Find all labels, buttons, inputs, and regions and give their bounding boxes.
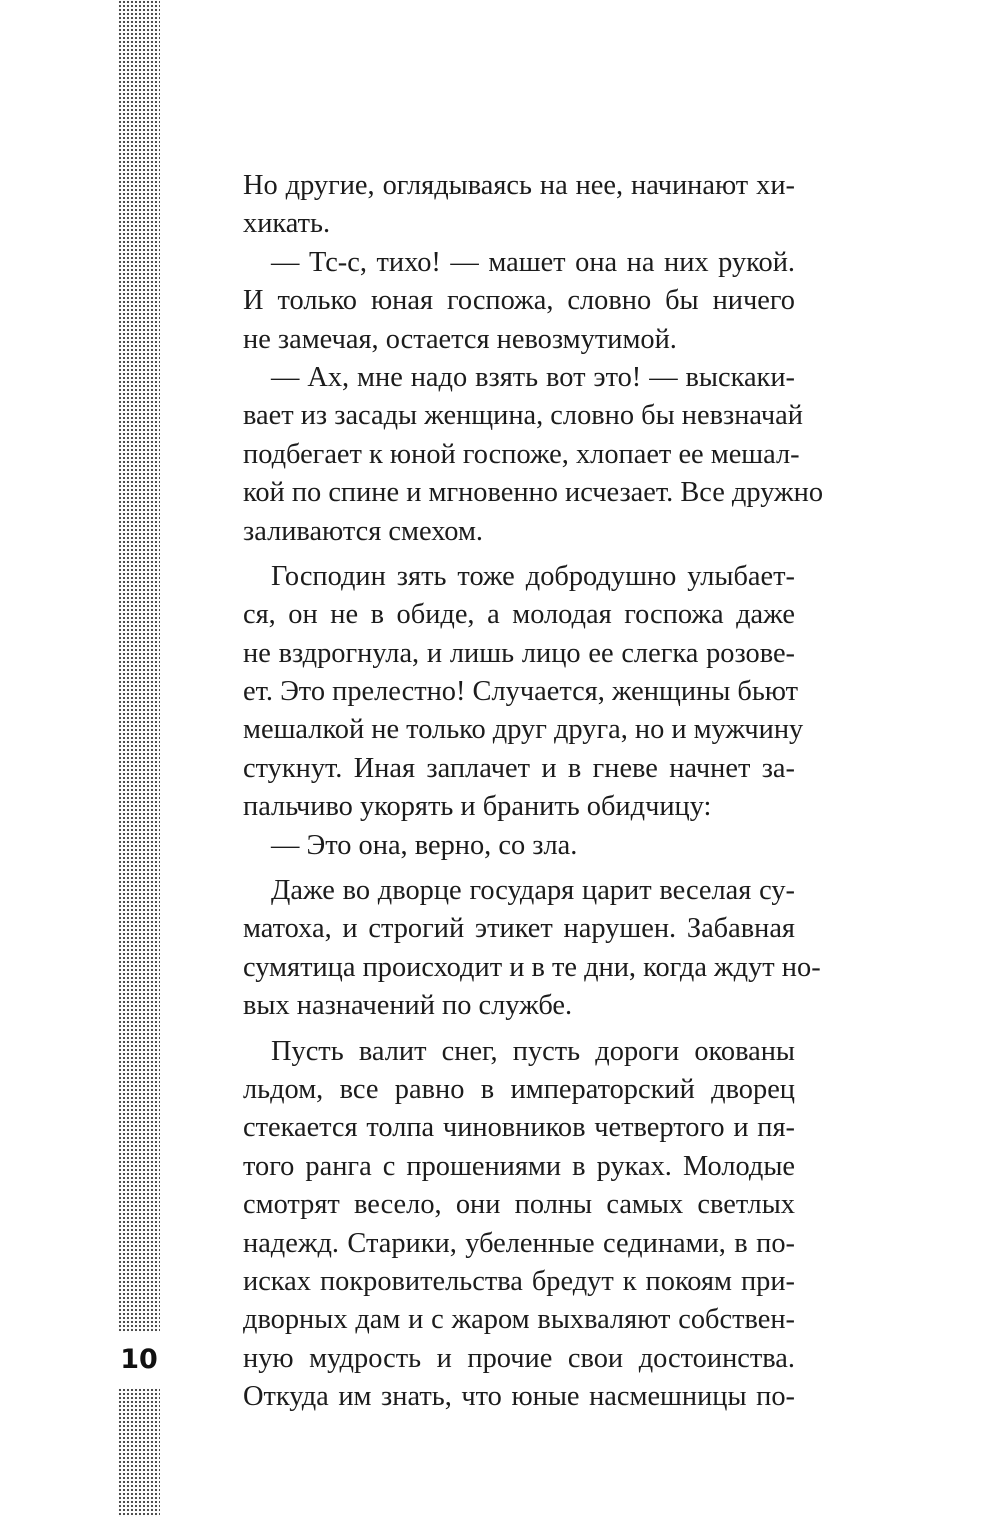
text-line: того ранга с прошениями в руках. Молодые (243, 1150, 795, 1182)
text-line: не замечая, остается невозмутимой. (243, 323, 677, 355)
text-line: мешалкой не только друг друга, но и мужчину (243, 714, 804, 746)
text-line: сумятица происходит и в те дни, когда ждут но- (243, 951, 821, 983)
text-line: подбегает к юной госпоже, хлопает ее мешал- (243, 438, 800, 470)
decorative-dotted-margin-bottom (118, 1388, 160, 1517)
paragraph-7 (243, 1033, 795, 1417)
text-line: пальчиво укорять и бранить обидчицу: (243, 791, 712, 823)
text-line: — Тс-с, тихо! — машет она на них рукой. (271, 246, 795, 278)
text-line: Откуда им знать, что юные насмешницы по- (243, 1381, 795, 1413)
text-line: кой по спине и мгновенно исчезает. Все дружно (243, 477, 824, 509)
text-line: стекается толпа чиновников четвертого и пя- (243, 1112, 795, 1144)
text-line: И только юная госпожа, словно бы ничего (243, 285, 795, 317)
paragraph-6 (243, 872, 821, 1026)
text-line: Даже во дворце государя царит веселая су- (271, 875, 795, 907)
body-text (243, 167, 824, 1417)
text-line: дворных дам и с жаром выхваляют собствен- (243, 1304, 795, 1336)
text-line: смотрят весело, они полны самых светлых (243, 1189, 795, 1221)
text-line: матоха, и строгий этикет нарушен. Забавная (243, 913, 795, 945)
text-line: Но другие, оглядываясь на нее, начинают хи- (243, 170, 795, 201)
page-number: 10 (120, 1344, 158, 1375)
text-line: льдом, все равно в императорский дворец (243, 1073, 795, 1105)
text-line: ную мудрость и прочие свои достоинства. (243, 1342, 795, 1374)
text-line: исках покровительства бредут к покоям при- (243, 1265, 795, 1297)
text-line: Господин зять тоже добродушно улыбает- (271, 560, 795, 592)
paragraph-4 (243, 558, 804, 827)
text-line: заливаются смехом. (243, 515, 484, 547)
text-line: Пусть валит снег, пусть дороги окованы (271, 1035, 795, 1067)
text-line: вает из засады женщина, словно бы невзначай (243, 400, 803, 432)
paragraph-3 (243, 359, 824, 551)
text-line: — Ах, мне надо взять вот это! — выскаки- (271, 361, 795, 393)
text-line: стукнут. Иная заплачет и в гневе начнет за- (243, 752, 795, 784)
text-line: хикать. (243, 208, 331, 240)
decorative-dotted-margin-top (118, 0, 160, 1333)
text-line: вых назначений по службе. (243, 990, 573, 1022)
text-line: ет. Это прелестно! Случается, женщины бьют (243, 676, 799, 708)
paragraph-2 (243, 244, 795, 359)
text-line: надежд. Старики, убеленные сединами, в по- (243, 1227, 795, 1259)
text-line: ся, он не в обиде, а молодая госпожа даже (243, 599, 795, 631)
text-line: не вздрогнула, и лишь лицо ее слегка розове- (243, 637, 795, 669)
paragraph-1 (243, 167, 795, 244)
text-line: — Это она, верно, со зла. (271, 829, 578, 861)
paragraph-5 (243, 827, 795, 865)
